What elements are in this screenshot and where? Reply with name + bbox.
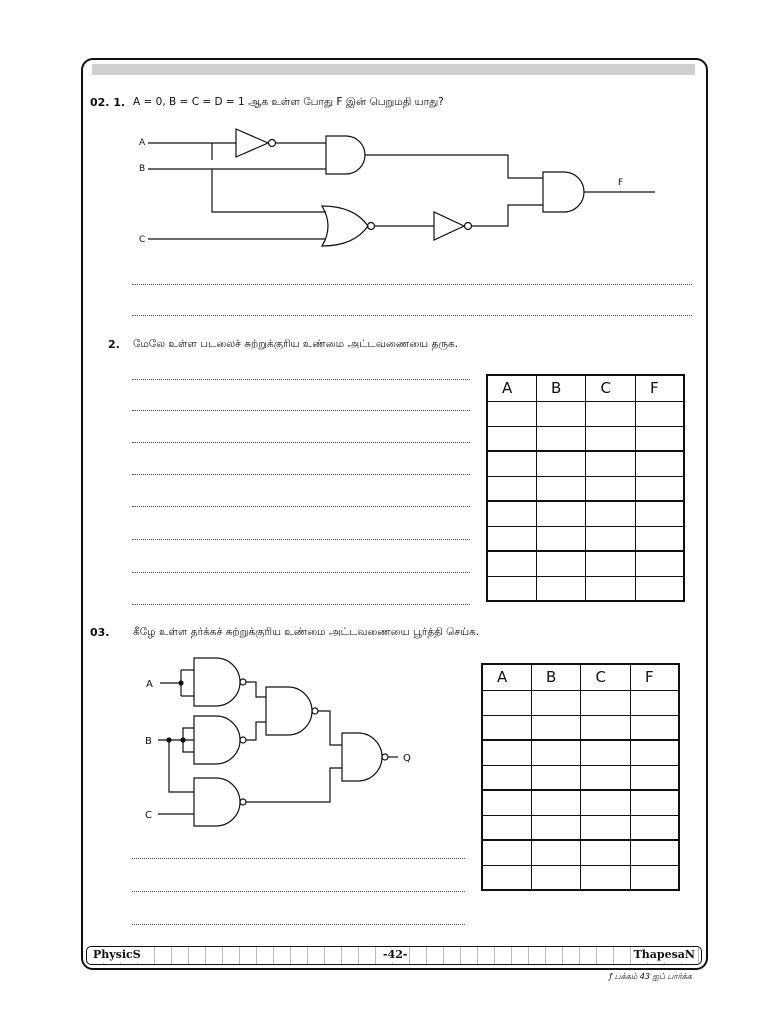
- truth-cell[interactable]: [630, 790, 679, 815]
- truth-cell[interactable]: [581, 790, 631, 815]
- answer-line[interactable]: [132, 924, 465, 925]
- truth-cell[interactable]: [581, 840, 631, 865]
- footer-subject: PhysicS: [93, 948, 141, 961]
- answer-line[interactable]: [132, 891, 465, 892]
- truth-cell[interactable]: [482, 790, 532, 815]
- truth-cell[interactable]: [482, 740, 532, 765]
- q1-number: 02. 1.: [90, 96, 126, 109]
- truth-cell[interactable]: [532, 865, 581, 890]
- truth-cell[interactable]: [482, 765, 532, 790]
- truth-cell[interactable]: [581, 740, 631, 765]
- truth-cell[interactable]: [532, 815, 581, 840]
- q2-text: மேலே உள்ள படலைச் சுற்றுக்குரிய உண்மை அட்டவணையை தருக.: [133, 338, 459, 350]
- footer-author: ThapesaN: [633, 948, 695, 961]
- truth-cell[interactable]: [630, 815, 679, 840]
- truth-row: [482, 765, 679, 790]
- q1-label-f: F: [618, 178, 624, 188]
- truth-cell[interactable]: [581, 815, 631, 840]
- truth-row: [482, 840, 679, 865]
- truth-cell[interactable]: [482, 715, 532, 740]
- truth-row: [482, 690, 679, 715]
- truth-cell[interactable]: [482, 690, 532, 715]
- truth-cell[interactable]: [532, 840, 581, 865]
- truth-cell[interactable]: [630, 865, 679, 890]
- truth-header: A: [482, 664, 532, 690]
- answer-line[interactable]: [132, 858, 465, 859]
- q2-number: 2.: [108, 338, 120, 351]
- truth-cell[interactable]: [581, 715, 631, 740]
- truth-cell[interactable]: [630, 715, 679, 740]
- truth-header: F: [630, 664, 679, 690]
- q3-text: கீழே உள்ள தர்க்கச் சுற்றுக்குரிய உண்மை அட்டவணையை பூர்த்தி செய்க.: [133, 626, 480, 638]
- truth-cell[interactable]: [532, 740, 581, 765]
- truth-cell[interactable]: [581, 690, 631, 715]
- q3-label-a: A: [146, 679, 153, 690]
- q1-label-c: C: [139, 235, 146, 245]
- truth-table-q3: [481, 663, 680, 891]
- truth-row: [482, 865, 679, 890]
- truth-row: [482, 715, 679, 740]
- truth-header: C: [586, 375, 636, 401]
- truth-cell[interactable]: [482, 815, 532, 840]
- truth-cell[interactable]: [532, 790, 581, 815]
- truth-header: B: [537, 375, 586, 401]
- truth-header: F: [635, 375, 684, 401]
- truth-cell[interactable]: [630, 840, 679, 865]
- truth-row: [482, 790, 679, 815]
- q3-label-q: Q: [403, 753, 411, 764]
- truth-cell[interactable]: [532, 715, 581, 740]
- footer-bar: [86, 946, 702, 965]
- q1-label-b: B: [139, 164, 146, 174]
- truth-row: [482, 815, 679, 840]
- q3-label-b: B: [145, 736, 152, 747]
- page-number: -42-: [383, 948, 408, 961]
- truth-header: A: [487, 375, 537, 401]
- truth-cell[interactable]: [532, 690, 581, 715]
- q1-label-a: A: [139, 138, 146, 148]
- truth-cell[interactable]: [532, 765, 581, 790]
- truth-cell[interactable]: [482, 865, 532, 890]
- truth-cell[interactable]: [482, 840, 532, 865]
- truth-row: [482, 740, 679, 765]
- truth-cell[interactable]: [581, 865, 631, 890]
- truth-header: C: [581, 664, 631, 690]
- truth-cell[interactable]: [630, 740, 679, 765]
- q1-text: A = 0, B = C = D = 1 ஆக உள்ள போது F இன் பெறுமதி யாது?: [133, 96, 444, 108]
- q3-label-c: C: [145, 810, 152, 821]
- truth-cell[interactable]: [630, 690, 679, 715]
- next-page-note: ƒ பக்கம் 43 ஐப் பார்க்க: [609, 972, 692, 981]
- truth-cell[interactable]: [581, 765, 631, 790]
- truth-header: B: [532, 664, 581, 690]
- q3-number: 03.: [90, 626, 110, 639]
- truth-cell[interactable]: [630, 765, 679, 790]
